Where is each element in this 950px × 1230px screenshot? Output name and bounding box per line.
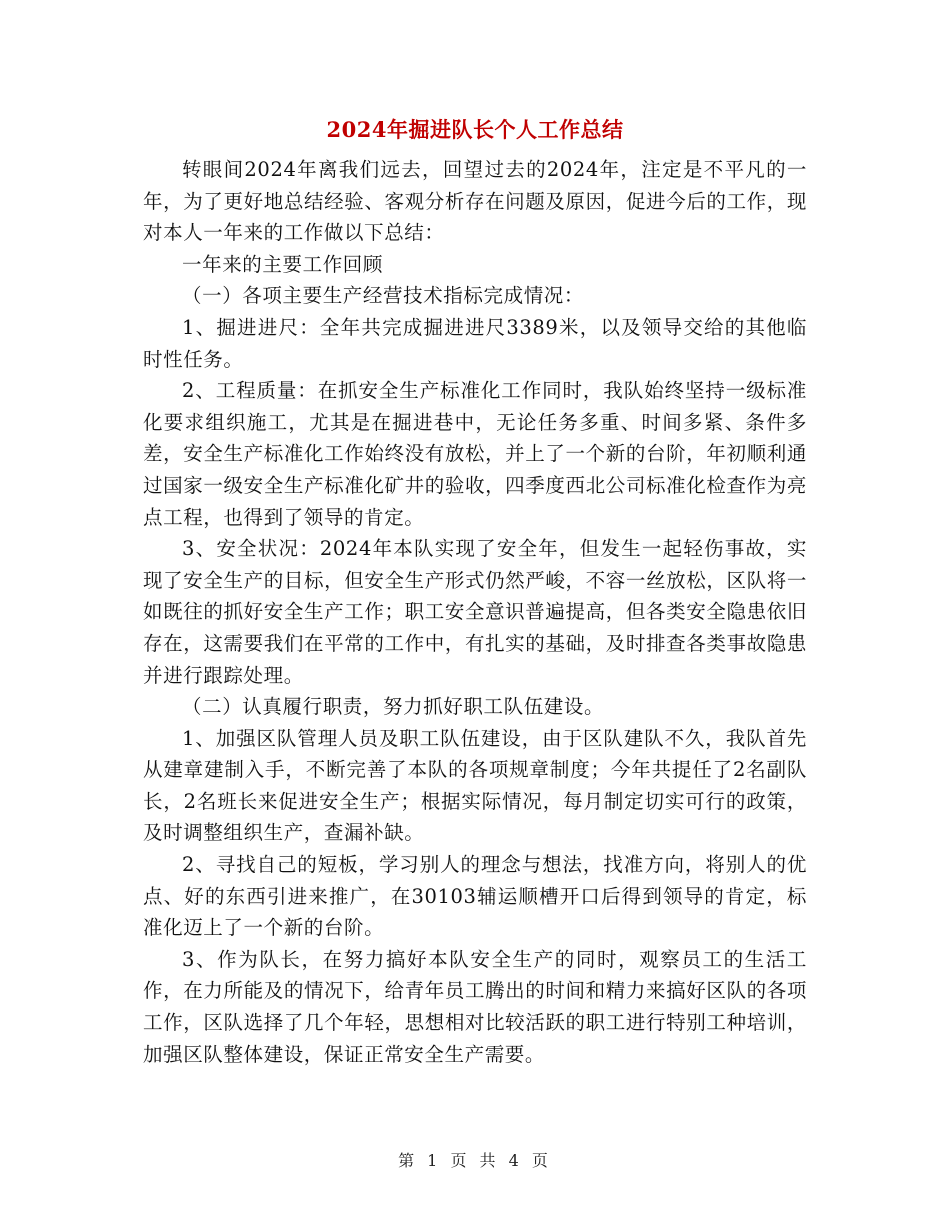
paragraph-item: 2、工程质量：在抓安全生产标准化工作同时，我队始终坚持一级标准化要求组织施工，尤其是在掘进巷中，无论任务多重、时间多紧、条件多差，安全生产标准化工作始终没有放松，并上了一个新的台阶，年初顺利通过国家一级安全生产标准化矿井的验收，四季度西北公司标准化检查作为亮点工程，也得到了领导的肯定。 — [143, 379, 807, 529]
document-body — [143, 154, 807, 1070]
document-title: 2024年掘进队长个人工作总结 — [326, 117, 624, 142]
paragraph-item: 3、安全状况：2024年本队实现了安全年，但发生一起轻伤事故，实现了安全生产的目标，但安全生产形式仍然严峻，不容一丝放松，区队将一如既往的抓好安全生产工作；职工安全意识普遍提高，但各类安全隐患依旧存在，这需要我们在平常的工作中，有扎实的基础，及时排查各类事故隐患并进行跟踪处理。 — [143, 537, 807, 687]
section-heading-review: 一年来的主要工作回顾 — [182, 252, 384, 276]
subsection-heading-2: （二）认真履行职责，努力抓好职工队伍建设。 — [182, 695, 605, 719]
paragraph-item: 3、作为队长，在努力搞好本队安全生产的同时，观察员工的生活工作，在力所能及的情况下，给青年员工腾出的时间和精力来搞好区队的各项工作，区队选择了几个年轻，思想相对比较活跃的职工进行特别工种培训，加强区队整体建设，保证正常安全生产需要。 — [143, 947, 807, 1066]
paragraph-item: 1、掘进进尺：全年共完成掘进进尺3389米，以及领导交给的其他临时性任务。 — [143, 315, 807, 371]
paragraph-item: 1、加强区队管理人员及职工队伍建设，由于区队建队不久，我队首先从建章建制入手，不断完善了本队的各项规章制度；今年共提任了2名副队长，2名班长来促进安全生产；根据实际情况，每月制定切实可行的政策，及时调整组织生产，查漏补缺。 — [143, 726, 807, 845]
page-number-footer: 第 1 页 共 4 页 — [398, 1151, 552, 1170]
paragraph-intro: 转眼间2024年离我们远去，回望过去的2024年，注定是不平凡的一年，为了更好地总结经验、客观分析存在问题及原因，促进今后的工作，现对本人一年来的工作做以下总结： — [143, 158, 807, 245]
subsection-heading-1: （一）各项主要生产经营技术指标完成情况： — [182, 284, 585, 308]
paragraph-item: 2、寻找自己的短板，学习别人的理念与想法，找准方向，将别人的优点、好的东西引进来推广，在30103辅运顺槽开口后得到领导的肯定，标准化迈上了一个新的台阶。 — [143, 853, 807, 940]
